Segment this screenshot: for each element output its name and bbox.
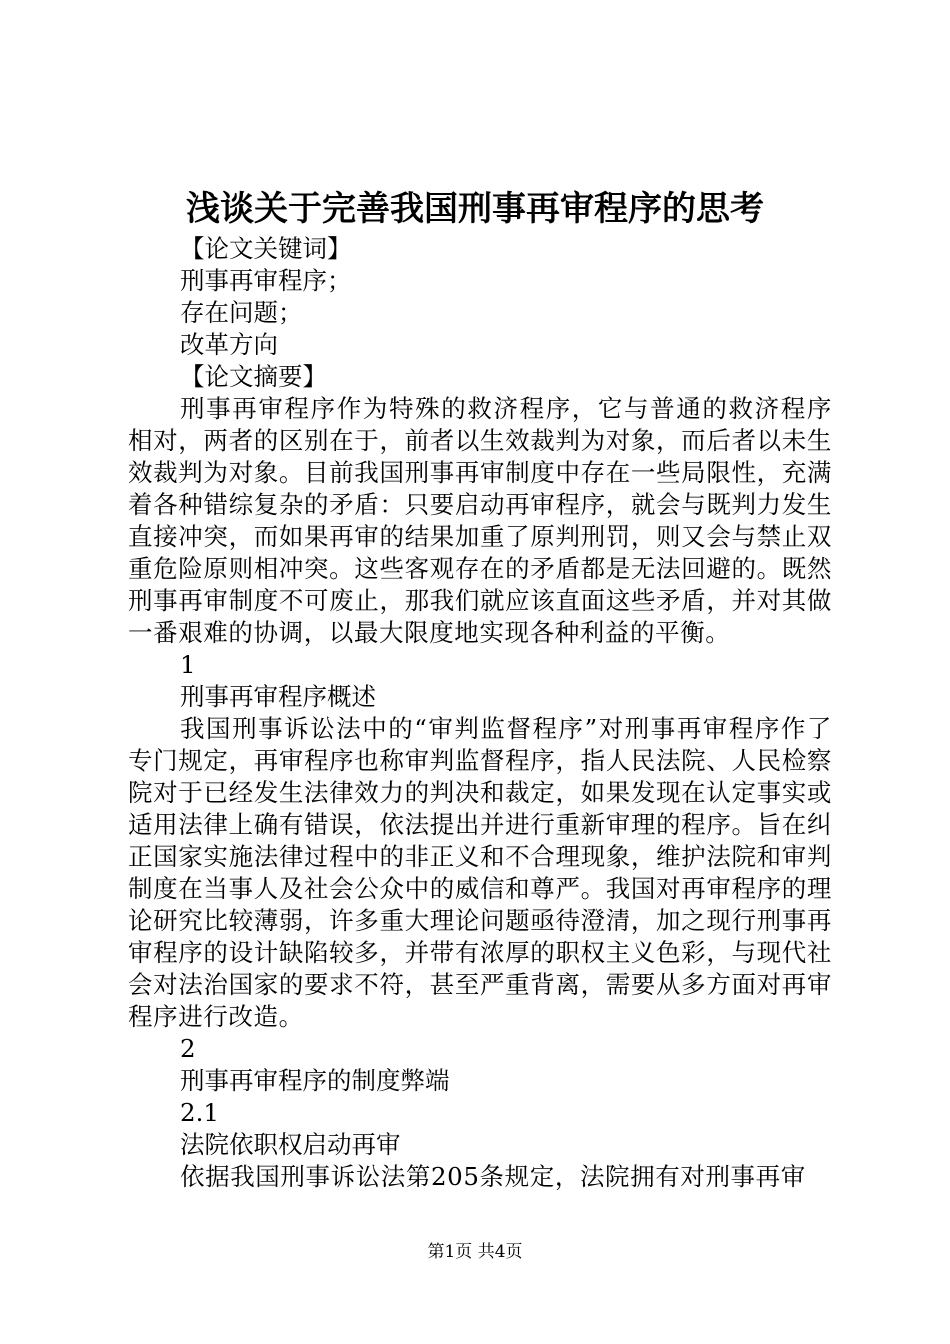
section-number: 2 <box>180 1034 196 1063</box>
page-footer: 第1页 共4页 <box>427 1242 523 1262</box>
section-paragraph: 我国刑事诉讼法中的“审判监督程序”对刑事再审程序作了专门规定，再审程序也称审判监督程序，指人民法院、人民检察院对于已经发生法律效力的判决和裁定，如果发现在认定事实或适用法律上确有错误，依法提出并进行重新审理的程序。旨在纠正国家实施法律过程中的非正义和不合理现象，维护法院和审判制度在当事人及社会公众中的威信和尊严。我国对再审程序的理论研究比较薄弱，许多重大理论问题亟待澄清，加之现行刑事再审程序的设计缺陷较多，并带有浓厚的职权主义色彩，与现代社会对法治国家的要求不符，甚至严重背离，需要从多方面对再审程序进行改造。 <box>128 714 832 1031</box>
subsection-number: 2.1 <box>180 1098 219 1127</box>
abstract-paragraph: 刑事再审程序作为特殊的救济程序，它与普通的救济程序相对，两者的区别在于，前者以生效裁判为对象，而后者以未生效裁判为对象。目前我国刑事再审制度中存在一些局限性，充满着各种错综复杂的矛盾：只要启动再审程序，就会与既判力发生直接冲突，而如果再审的结果加重了原判刑罚，则又会与禁止双重危险原则相冲突。这些客观存在的矛盾都是无法回避的。既然刑事再审制度不可废止，那我们就应该直面这些矛盾，并对其做一番艰难的协调，以最大限度地实现各种利益的平衡。 <box>128 394 832 647</box>
section-number: 1 <box>180 650 196 679</box>
keyword-item: 改革方向 <box>180 330 278 359</box>
keyword-item: 存在问题； <box>180 298 303 327</box>
subsection-paragraph: 依据我国刑事诉讼法第205条规定，法院拥有对刑事再审 <box>180 1162 806 1191</box>
subsection-title: 法院依职权启动再审 <box>180 1130 401 1159</box>
document-title: 浅谈关于完善我国刑事再审程序的思考 <box>186 189 764 229</box>
section-title: 刑事再审程序概述 <box>180 682 376 711</box>
section-title: 刑事再审程序的制度弊端 <box>180 1066 450 1095</box>
keyword-item: 刑事再审程序； <box>180 266 352 295</box>
document-body <box>128 233 832 1193</box>
keywords-heading: 【论文关键词】 <box>180 234 352 263</box>
abstract-heading: 【论文摘要】 <box>180 362 327 391</box>
